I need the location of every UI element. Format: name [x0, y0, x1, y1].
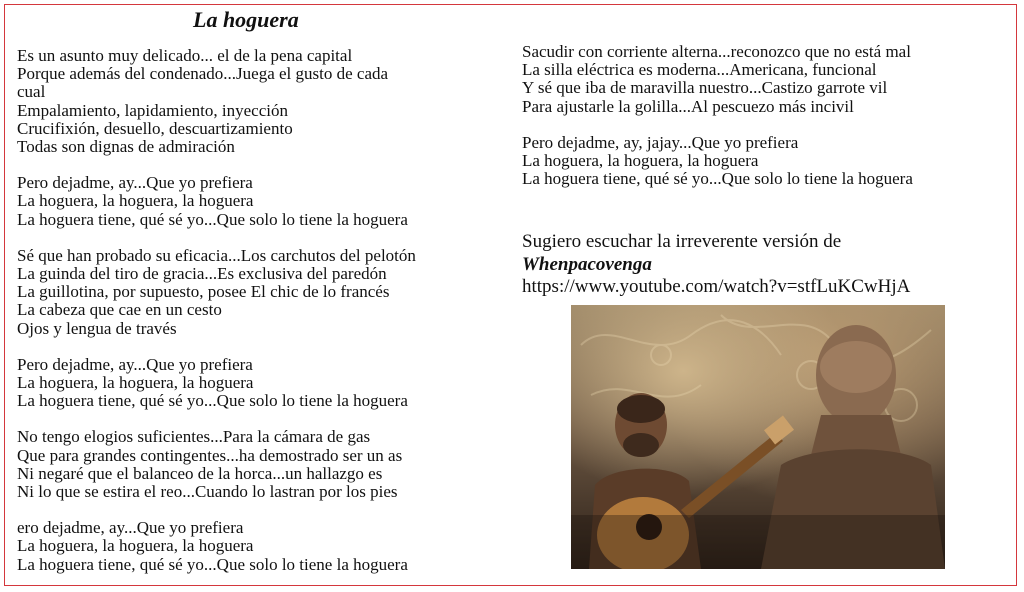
lyric-line: La hoguera tiene, qué sé yo...Que solo lo tiene la hoguera: [17, 391, 408, 411]
lyric-line: La hoguera tiene, qué sé yo...Que solo lo tiene la hoguera: [17, 209, 408, 229]
lyric-line: Para ajustarle la golilla...Al pescuezo más incivil: [522, 96, 854, 116]
video-link[interactable]: https://www.youtube.com/watch?v=stfLuKCwHjA: [522, 276, 911, 297]
lyric-line: ero dejadme, ay...Que yo prefiera: [17, 518, 244, 538]
lyric-line: La hoguera, la hoguera, la hoguera: [17, 373, 254, 393]
stanza: [17, 47, 505, 156]
recommendation: [522, 231, 1014, 299]
stanza: [522, 43, 1014, 116]
lyric-line: La hoguera, la hoguera, la hoguera: [17, 191, 254, 211]
lyrics-left-column: [17, 47, 505, 586]
lyric-line: Pero dejadme, ay, jajay...Que yo prefiera: [522, 132, 799, 152]
lyric-line: La hoguera, la hoguera, la hoguera: [522, 151, 759, 171]
lyric-line: Es un asunto muy delicado... el de la pena capital: [17, 46, 353, 65]
lyric-line: La guillotina, por supuesto, posee El chic de lo francés: [17, 282, 390, 302]
lyric-line: No tengo elogios suficientes...Para la cámara de gas: [17, 427, 371, 447]
lyric-line: Porque además del condenado...Juega el gusto de cada: [17, 64, 389, 84]
lyric-line: cual: [17, 82, 46, 102]
page-frame: [4, 4, 1017, 586]
lyric-line: Empalamiento, lapidamiento, inyección: [17, 100, 288, 120]
lyric-line: Que para grandes contingentes...ha demostrado ser un as: [17, 445, 403, 465]
lyric-line: Ni negaré que el balanceo de la horca...un hallazgo es: [17, 463, 383, 483]
lyric-line: Ni lo que se estira el reo...Cuando lo lastran por los pies: [17, 482, 398, 502]
lyric-line: Pero dejadme, ay...Que yo prefiera: [17, 354, 253, 374]
stanza: [522, 134, 1014, 189]
lyric-line: La silla eléctrica es moderna...Americana, funcional: [522, 60, 877, 80]
lyric-line: Ojos y lengua de través: [17, 318, 177, 338]
page-title: La hoguera: [193, 7, 299, 32]
lyric-line: Y sé que iba de maravilla nuestro...Castizo garrote vil: [522, 78, 888, 98]
lyric-line: La cabeza que cae en un cesto: [17, 300, 222, 320]
video-still-image: [571, 305, 945, 569]
lyric-line: Todas son dignas de admiración: [17, 137, 235, 157]
recommendation-text: Sugiero escuchar la irreverente versión de: [522, 231, 842, 252]
stanza: [17, 519, 505, 574]
lyric-line: Crucifixión, desuello, descuartizamiento: [17, 118, 293, 138]
stanza: [17, 428, 505, 501]
lyric-line: Pero dejadme, ay...Que yo prefiera: [17, 173, 253, 193]
lyric-line: La hoguera tiene, qué sé yo...Que solo lo tiene la hoguera: [17, 554, 408, 574]
lyric-line: La hoguera, la hoguera, la hoguera: [17, 536, 254, 556]
stanza: [17, 247, 505, 338]
lyric-line: Sé que han probado su eficacia...Los carchutos del pelotón: [17, 245, 416, 265]
lyric-line: Sacudir con corriente alterna...reconozco que no está mal: [522, 42, 911, 61]
lyric-line: La guinda del tiro de gracia...Es exclusiva del paredón: [17, 264, 387, 284]
band-name: Whenpacovenga: [522, 253, 652, 275]
video-thumbnail[interactable]: [571, 305, 945, 569]
lyric-line: La hoguera tiene, qué sé yo...Que solo lo tiene la hoguera: [522, 169, 913, 189]
lyrics-right-column: [522, 43, 1014, 206]
stanza: [17, 356, 505, 411]
stanza: [17, 174, 505, 229]
